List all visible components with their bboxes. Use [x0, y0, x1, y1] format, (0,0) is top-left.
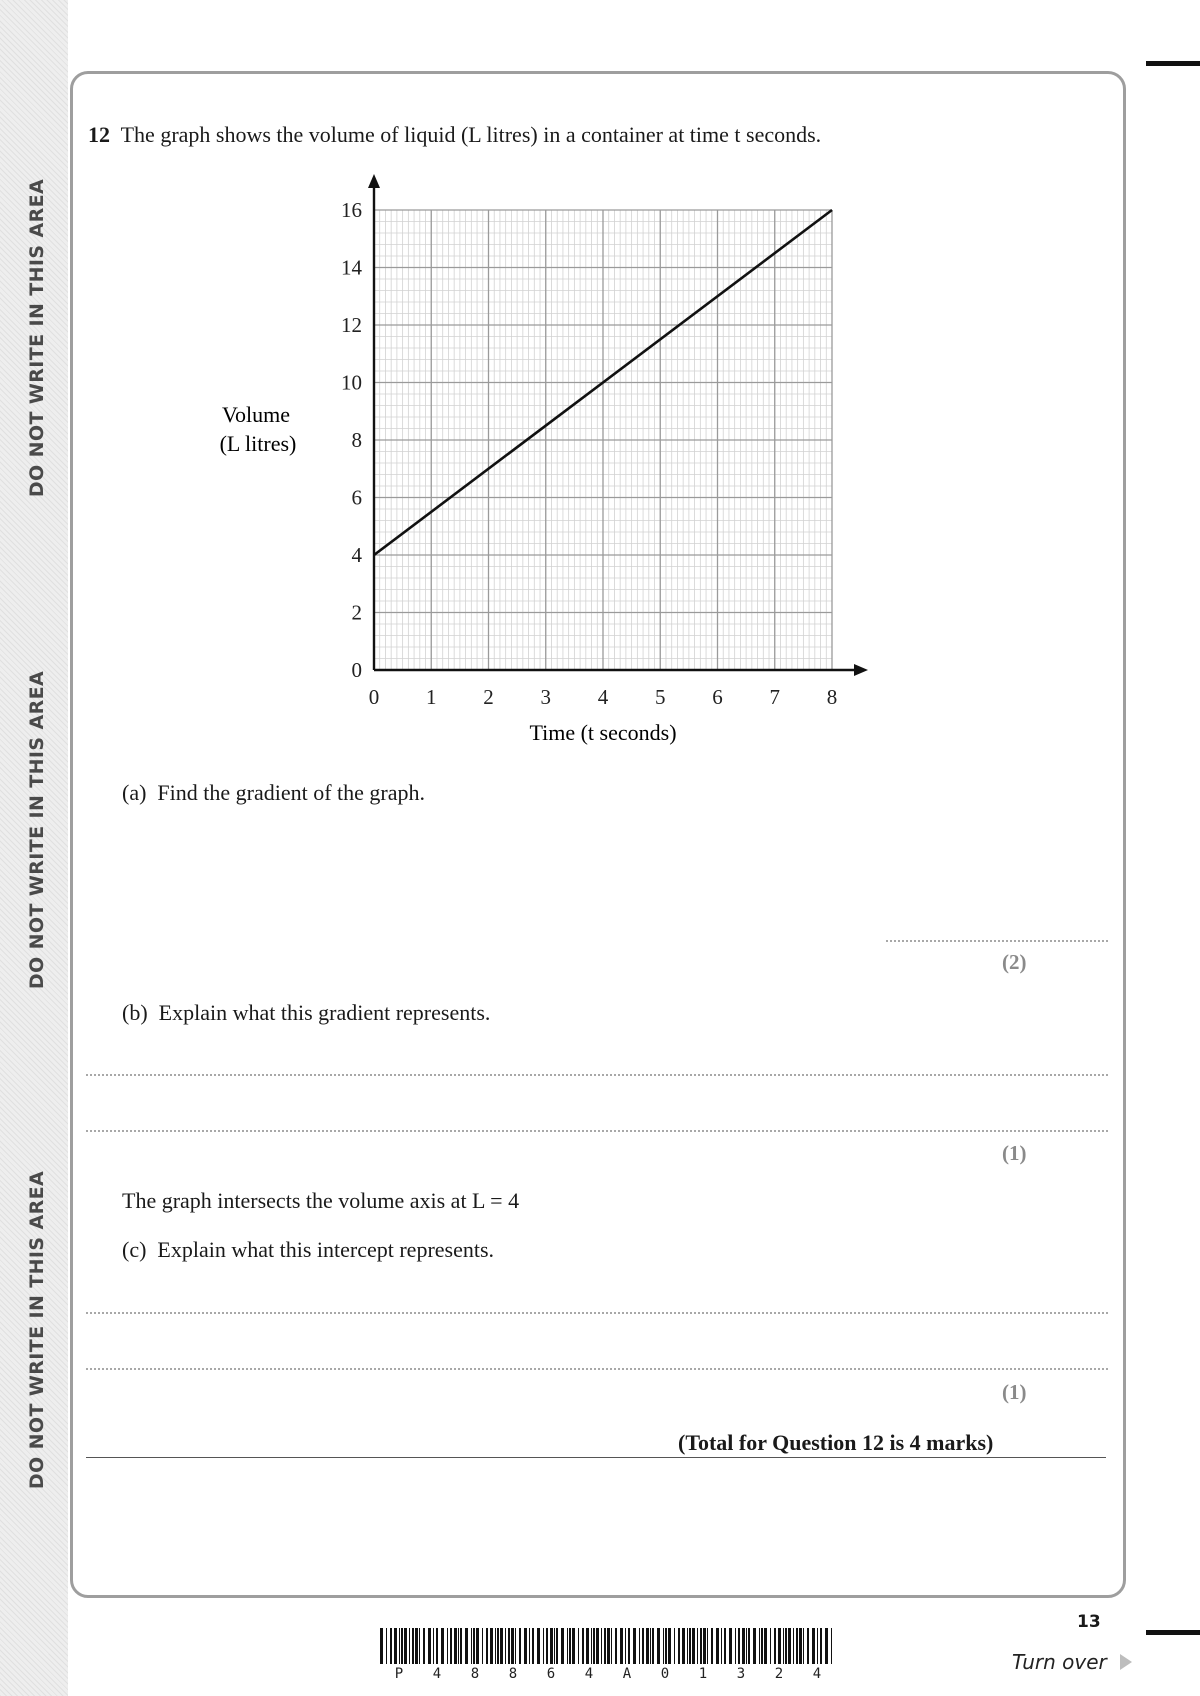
- barcode-bar: [497, 1628, 499, 1664]
- barcode-bar: [707, 1628, 708, 1664]
- y-tick-label: 8: [351, 428, 362, 452]
- barcode-bar: [668, 1628, 671, 1664]
- barcode-bar: [703, 1628, 706, 1664]
- part-a: [122, 780, 425, 806]
- barcode-bar: [593, 1628, 595, 1664]
- marks-c: (1): [1002, 1380, 1027, 1404]
- part-b-label: (b): [122, 1000, 148, 1025]
- barcode-bar: [697, 1628, 698, 1664]
- turn-over-text: Turn over: [1012, 1650, 1107, 1674]
- answer-line-a[interactable]: [886, 940, 1108, 942]
- barcode-bar: [729, 1628, 732, 1664]
- barcode-bar: [415, 1628, 418, 1664]
- barcode-bar: [625, 1628, 626, 1664]
- barcode-bar: [646, 1628, 649, 1664]
- barcode-bar: [639, 1628, 640, 1664]
- answer-line-b2[interactable]: [86, 1130, 1108, 1132]
- barcode-bar: [665, 1628, 667, 1664]
- barcode-bar: [831, 1628, 832, 1664]
- barcode-bar: [825, 1628, 828, 1664]
- barcode-bar: [433, 1628, 434, 1664]
- barcode-bar: [799, 1628, 802, 1664]
- barcode-bar: [761, 1628, 763, 1664]
- barcode-bar: [607, 1628, 610, 1664]
- y-axis-label-line1: Volume: [221, 402, 291, 427]
- barcode-bar: [561, 1628, 564, 1664]
- barcode-bar: [476, 1628, 479, 1664]
- barcode-bar: [700, 1628, 702, 1664]
- barcode-bar: [753, 1628, 756, 1664]
- barcode-bar: [678, 1628, 680, 1664]
- barcode-bar: [770, 1628, 771, 1664]
- barcode-bar: [652, 1628, 654, 1664]
- barcode-bar: [458, 1628, 459, 1664]
- barcode-digit: 8: [470, 1666, 480, 1682]
- barcode-bar: [486, 1628, 488, 1664]
- barcode-bar: [604, 1628, 606, 1664]
- x-axis-arrow-icon: [854, 664, 868, 676]
- barcode-bar: [380, 1628, 383, 1664]
- barcode-bar: [567, 1628, 568, 1664]
- part-c-label: (c): [122, 1237, 147, 1262]
- barcode-digit: A: [622, 1666, 632, 1682]
- part-a-text: Find the gradient of the graph.: [157, 780, 426, 805]
- barcode-digit: 0: [660, 1666, 670, 1682]
- barcode-bar: [460, 1628, 462, 1664]
- barcode-bar: [508, 1628, 510, 1664]
- volume-time-graph: [190, 170, 890, 750]
- intercept-statement: The graph intersects the volume axis at L = 4: [122, 1188, 520, 1213]
- barcode-bar: [482, 1628, 483, 1664]
- barcode-bar: [412, 1628, 414, 1664]
- barcode-bar: [428, 1628, 431, 1664]
- barcode-bar: [454, 1628, 457, 1664]
- barcode-bar: [711, 1628, 713, 1664]
- barcode-bar: [578, 1628, 579, 1664]
- part-c-text: Explain what this intercept represents.: [157, 1237, 495, 1262]
- x-tick-label: 5: [655, 685, 666, 709]
- y-tick-label: 12: [341, 313, 362, 337]
- barcode-bar: [450, 1628, 452, 1664]
- barcode-bar: [490, 1628, 493, 1664]
- barcode-bar: [423, 1628, 425, 1664]
- barcode-bar: [778, 1628, 781, 1664]
- barcode-bar: [596, 1628, 599, 1664]
- barcode-bar: [394, 1628, 397, 1664]
- part-b-text: Explain what this gradient represents.: [158, 1000, 491, 1025]
- x-tick-label: 7: [769, 685, 780, 709]
- barcode-bar: [742, 1628, 745, 1664]
- y-tick-label: 0: [351, 658, 362, 682]
- x-tick-label: 2: [483, 685, 494, 709]
- barcode-bar: [511, 1628, 514, 1664]
- barcode-bar: [500, 1628, 503, 1664]
- part-b: [122, 1000, 490, 1026]
- barcode-bar: [465, 1628, 468, 1664]
- barcode-bar: [529, 1628, 530, 1664]
- barcode-bar: [674, 1628, 675, 1664]
- barcode-bar: [687, 1628, 688, 1664]
- barcode-bar: [505, 1628, 506, 1664]
- barcode-bar: [642, 1628, 644, 1664]
- x-tick-labels: [369, 685, 838, 709]
- barcode-bar: [401, 1628, 403, 1664]
- barcode-bar: [447, 1628, 448, 1664]
- barcode-bar: [586, 1628, 589, 1664]
- margin-warning-label: DO NOT WRITE IN THIS AREA: [26, 670, 48, 990]
- turn-over-arrow-icon: [1120, 1654, 1132, 1670]
- x-tick-label: 3: [540, 685, 551, 709]
- barcode-bar: [591, 1628, 592, 1664]
- barcode-bar: [650, 1628, 651, 1664]
- barcode-digit: 4: [812, 1666, 822, 1682]
- y-tick-label: 4: [351, 543, 362, 567]
- barcode-bar: [543, 1628, 544, 1664]
- barcode-bar: [785, 1628, 787, 1664]
- barcode-digit: 3: [736, 1666, 746, 1682]
- barcode-bar: [748, 1628, 750, 1664]
- barcode-bar: [569, 1628, 571, 1664]
- part-a-label: (a): [122, 780, 147, 805]
- barcode-bar: [404, 1628, 407, 1664]
- barcode-bar: [796, 1628, 798, 1664]
- question-number: 12: [88, 122, 110, 147]
- left-margin-strip: [0, 0, 68, 1696]
- barcode-bar: [399, 1628, 400, 1664]
- barcode-bar: [546, 1628, 548, 1664]
- barcode-bar: [682, 1628, 685, 1664]
- barcode-bar: [471, 1628, 472, 1664]
- barcode-digit: P: [394, 1666, 404, 1682]
- barcode-digits: [380, 1666, 836, 1682]
- barcode-bar: [759, 1628, 760, 1664]
- barcode-bar: [812, 1628, 815, 1664]
- barcode-bar: [783, 1628, 784, 1664]
- barcode-bar: [735, 1628, 736, 1664]
- barcode-digit: 8: [508, 1666, 518, 1682]
- barcode-bar: [519, 1628, 521, 1664]
- barcode-digit: 4: [584, 1666, 594, 1682]
- y-tick-label: 2: [351, 600, 362, 625]
- barcode-bar: [663, 1628, 664, 1664]
- total-rule: [86, 1457, 1106, 1458]
- y-tick-label: 6: [351, 485, 362, 510]
- barcode-digit: 6: [546, 1666, 556, 1682]
- barcode-bar: [803, 1628, 804, 1664]
- barcode-bar: [633, 1628, 636, 1664]
- barcode-bar: [746, 1628, 747, 1664]
- barcode-bar: [409, 1628, 410, 1664]
- barcode-bar: [537, 1628, 540, 1664]
- barcode-bar: [524, 1628, 527, 1664]
- barcode-digit: 4: [432, 1666, 442, 1682]
- question-intro: The graph shows the volume of liquid (L litres) in a container at time t seconds.: [120, 122, 822, 147]
- question-header: [88, 122, 821, 148]
- barcode-bar: [419, 1628, 420, 1664]
- barcode-bars: [380, 1628, 836, 1664]
- x-tick-label: 4: [597, 685, 609, 709]
- x-tick-label: 1: [426, 685, 437, 709]
- barcode-bar: [716, 1628, 719, 1664]
- barcode-bar: [817, 1628, 818, 1664]
- marks-b: (1): [1002, 1141, 1027, 1165]
- barcode-bar: [793, 1628, 794, 1664]
- answer-line-b1[interactable]: [86, 1074, 1108, 1076]
- margin-warning-label: DO NOT WRITE IN THIS AREA: [26, 178, 48, 498]
- barcode-bar: [807, 1628, 809, 1664]
- barcode-bar: [774, 1628, 776, 1664]
- marks-a: (2): [1002, 950, 1027, 974]
- barcode-bar: [820, 1628, 822, 1664]
- barcode-bar: [738, 1628, 740, 1664]
- barcode-bar: [788, 1628, 791, 1664]
- page-number: 13: [1077, 1612, 1101, 1632]
- barcode-bar: [721, 1628, 722, 1664]
- barcode-bar: [515, 1628, 516, 1664]
- barcode-bar: [436, 1628, 438, 1664]
- barcode-bar: [601, 1628, 602, 1664]
- y-tick-label: 10: [341, 370, 362, 395]
- barcode-bar: [692, 1628, 695, 1664]
- barcode-bar: [582, 1628, 584, 1664]
- answer-line-c2[interactable]: [86, 1368, 1108, 1370]
- barcode-digit: 2: [774, 1666, 784, 1682]
- barcode-bar: [556, 1628, 558, 1664]
- barcode-bar: [572, 1628, 575, 1664]
- y-tick-label: 16: [341, 198, 362, 222]
- x-tick-label: 0: [368, 685, 380, 709]
- barcode-digit: 1: [698, 1666, 708, 1682]
- barcode-bar: [390, 1628, 392, 1664]
- margin-warning-label: DO NOT WRITE IN THIS AREA: [26, 1170, 48, 1490]
- x-tick-label: 8: [826, 685, 838, 709]
- barcode: [380, 1628, 836, 1682]
- barcode-bar: [628, 1628, 630, 1664]
- barcode-bar: [615, 1628, 617, 1664]
- barcode-bar: [550, 1628, 553, 1664]
- barcode-bar: [386, 1628, 387, 1664]
- y-tick-label: 14: [341, 255, 362, 280]
- total-marks: (Total for Question 12 is 4 marks): [678, 1430, 994, 1455]
- part-c: [122, 1237, 494, 1263]
- y-axis-label-line2: (L litres): [219, 431, 297, 456]
- y-tick-labels: [341, 198, 363, 682]
- barcode-bar: [657, 1628, 660, 1664]
- barcode-bar: [689, 1628, 691, 1664]
- y-axis-arrow-icon: [368, 174, 380, 188]
- corner-mark-bottom: [1146, 1630, 1200, 1635]
- barcode-bar: [532, 1628, 534, 1664]
- barcode-bar: [620, 1628, 623, 1664]
- answer-line-c1[interactable]: [86, 1312, 1108, 1314]
- barcode-bar: [611, 1628, 612, 1664]
- barcode-bar: [495, 1628, 496, 1664]
- barcode-bar: [764, 1628, 767, 1664]
- x-tick-label: 6: [712, 685, 723, 709]
- barcode-bar: [473, 1628, 475, 1664]
- x-axis-label: Time (t seconds): [529, 720, 677, 745]
- barcode-bar: [554, 1628, 555, 1664]
- barcode-bar: [441, 1628, 444, 1664]
- barcode-bar: [724, 1628, 726, 1664]
- corner-mark-top: [1146, 61, 1200, 66]
